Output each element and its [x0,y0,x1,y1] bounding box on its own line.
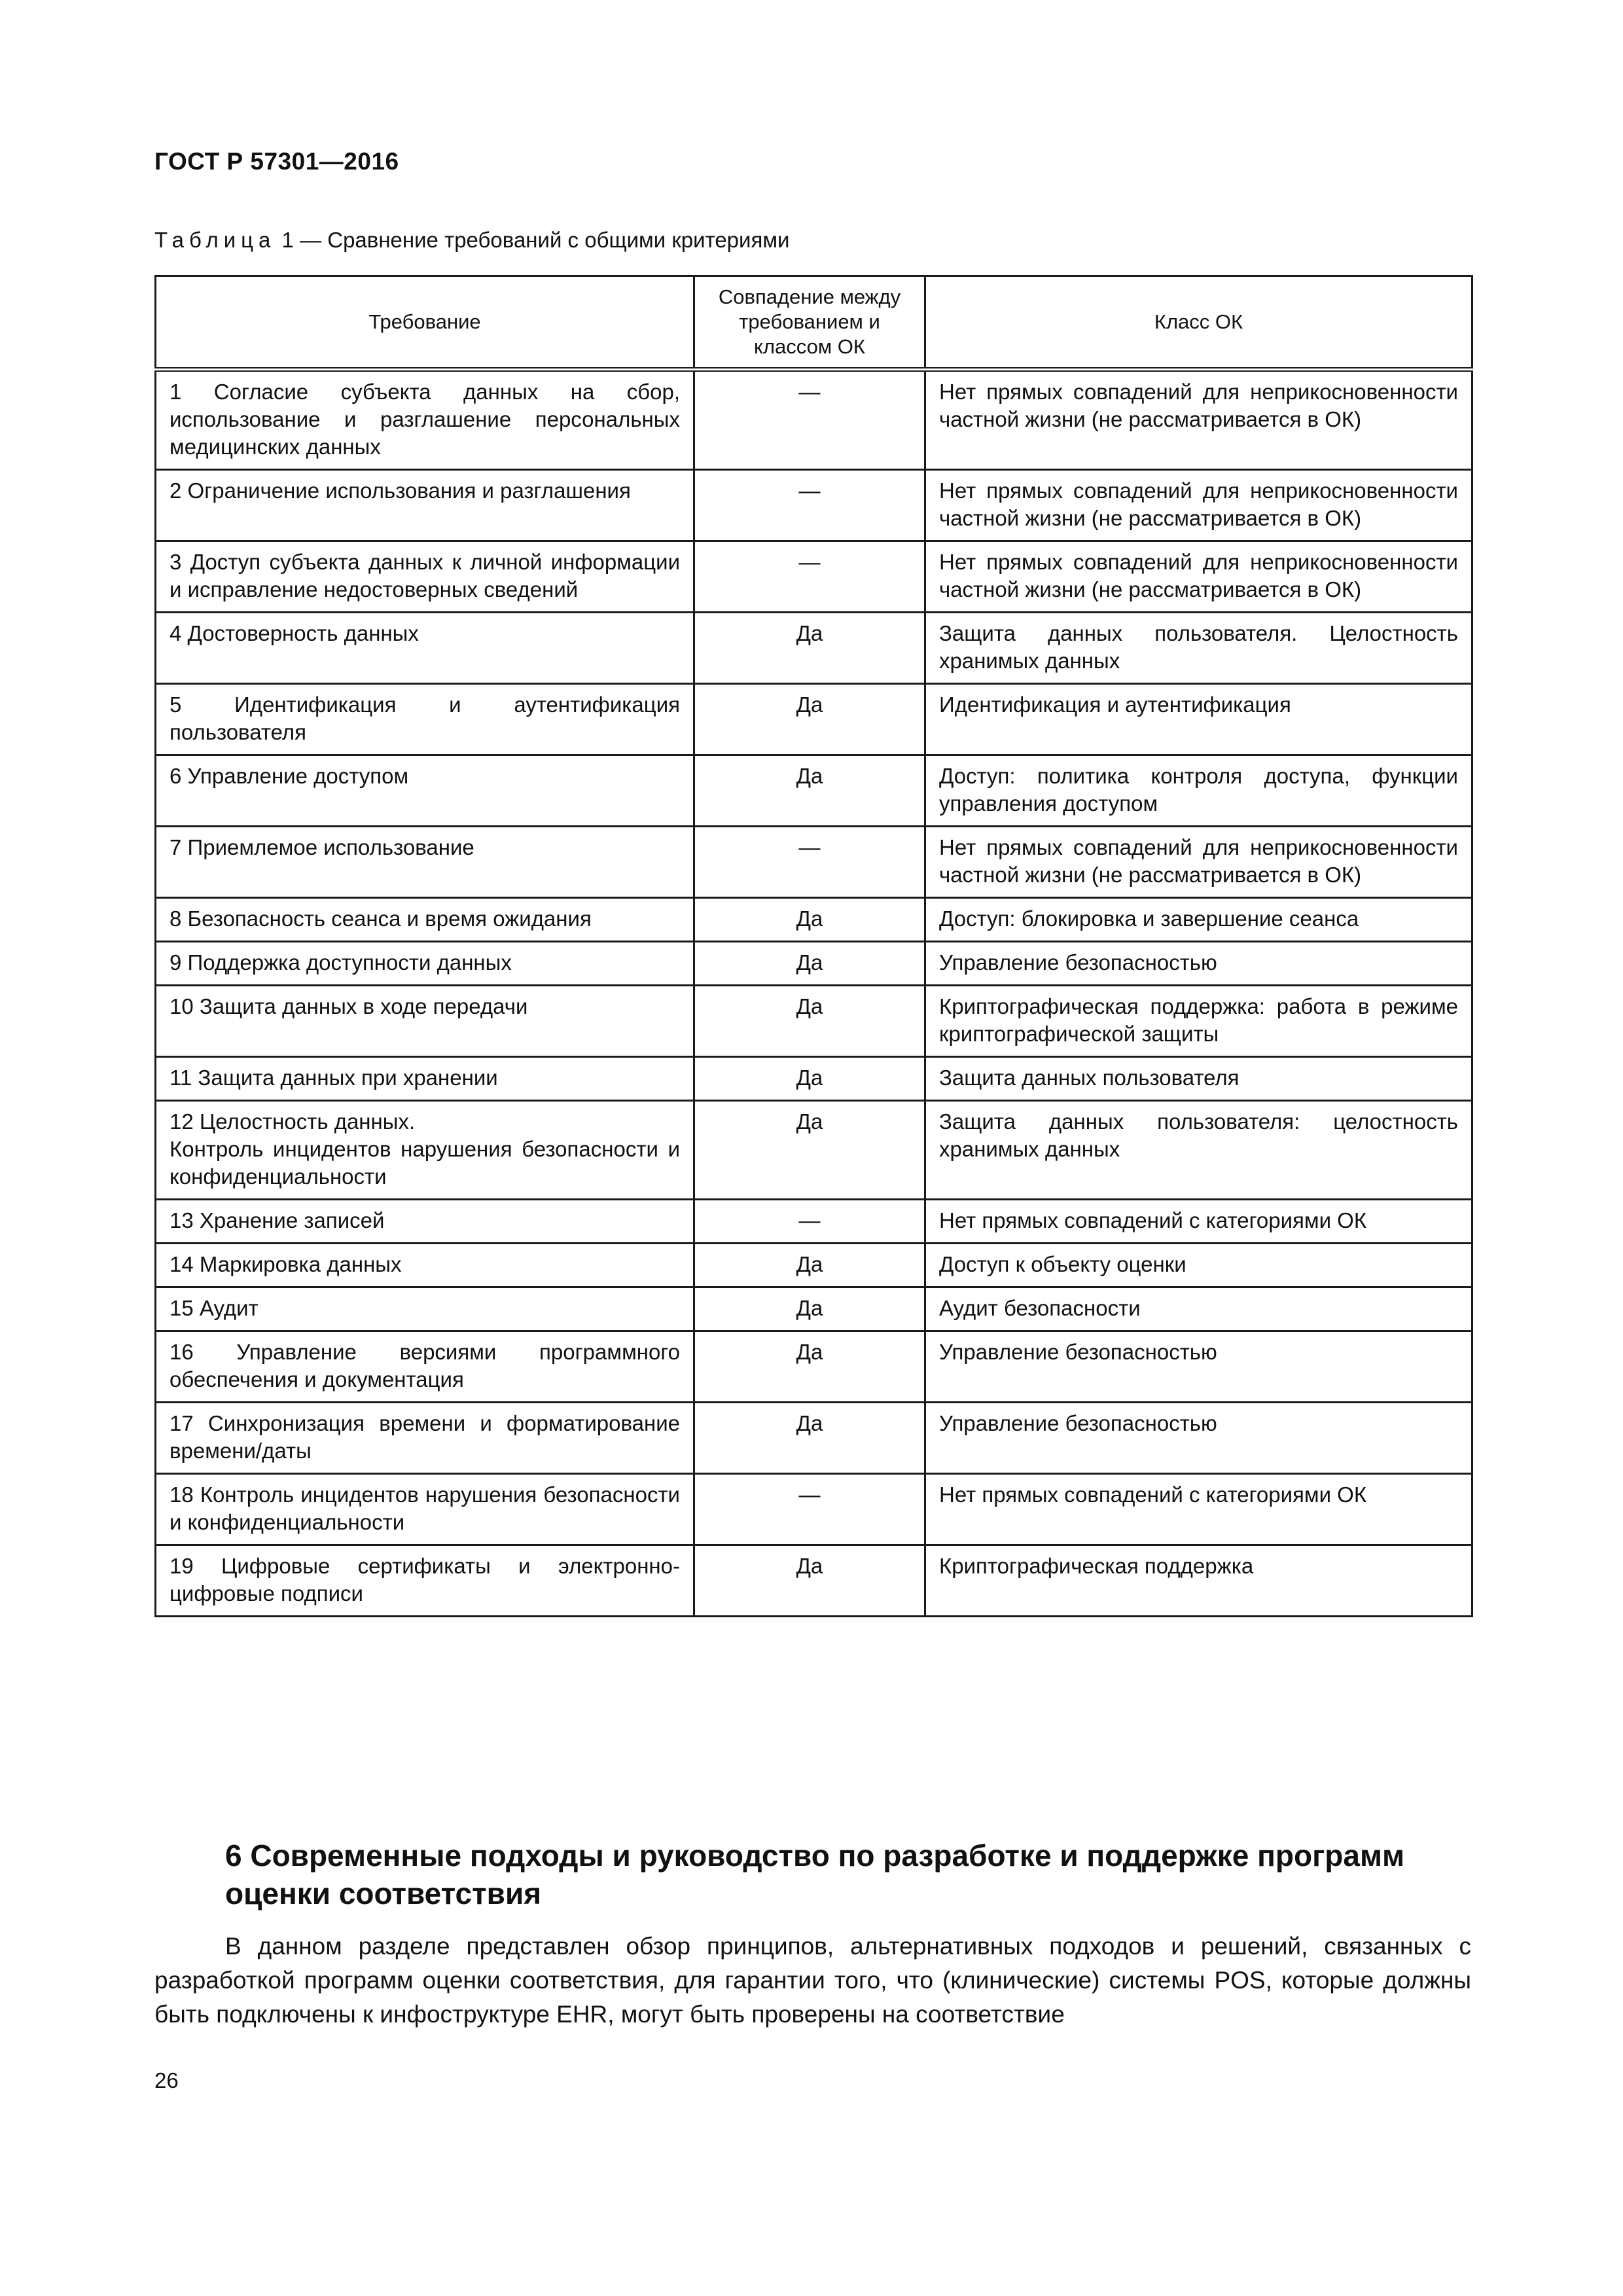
class-cell: Управление безопасностью [925,1331,1472,1403]
match-cell: — [694,470,925,541]
table-row [156,1331,1472,1403]
table-row [156,1200,1472,1244]
requirement-cell: 2 Ограничение использования и разглашения [156,470,694,541]
table-row [156,1101,1472,1200]
table-row [156,898,1472,942]
match-cell: Да [694,1244,925,1287]
table-row [156,1545,1472,1617]
requirement-cell: 16 Управление версиями программного обеспечения и документация [156,1331,694,1403]
match-cell: — [694,1474,925,1545]
class-cell: Доступ: политика контроля доступа, функции управления доступом [925,755,1472,827]
class-cell: Криптографическая поддержка: работа в режиме криптографической защиты [925,986,1472,1057]
table-row [156,942,1472,986]
requirement-cell: 15 Аудит [156,1287,694,1331]
match-cell: Да [694,942,925,986]
requirement-cell: 1 Согласие субъекта данных на сбор, использование и разглашение персональных медицинских данных [156,370,694,470]
table-caption [154,228,789,253]
class-cell: Криптографическая поддержка [925,1545,1472,1617]
document-header: ГОСТ Р 57301—2016 [154,148,399,175]
requirement-cell: 13 Хранение записей [156,1200,694,1244]
requirement-cell: 8 Безопасность сеанса и время ожидания [156,898,694,942]
match-cell: Да [694,755,925,827]
table-row [156,1474,1472,1545]
requirements-comparison-table [154,275,1473,1617]
class-cell: Нет прямых совпадений для неприкосновенности частной жизни (не рассматривается в ОК) [925,370,1472,470]
match-cell: Да [694,986,925,1057]
class-cell: Нет прямых совпадений с категориями ОК [925,1200,1472,1244]
class-cell: Защита данных пользователя: целостность хранимых данных [925,1101,1472,1200]
match-cell: — [694,541,925,613]
match-cell: Да [694,1331,925,1403]
table-row [156,370,1472,470]
match-cell: Да [694,1057,925,1101]
class-cell: Защита данных пользователя [925,1057,1472,1101]
match-cell: Да [694,898,925,942]
requirement-cell: 6 Управление доступом [156,755,694,827]
requirement-cell: 10 Защита данных в ходе передачи [156,986,694,1057]
requirement-cell: 4 Достоверность данных [156,613,694,684]
requirement-cell: 11 Защита данных при хранении [156,1057,694,1101]
match-cell: — [694,370,925,470]
table-caption-title: 1 — Сравнение требований с общими критериями [276,228,790,252]
table-row [156,1403,1472,1474]
table-row [156,1244,1472,1287]
table-header [156,276,1472,370]
section-heading: 6 Современные подходы и руководство по разработке и поддержке программ оценки соответствия [225,1839,1405,1910]
requirement-cell: 7 Приемлемое использование [156,827,694,898]
table-row [156,1057,1472,1101]
match-cell: — [694,1200,925,1244]
requirement-cell: 9 Поддержка доступности данных [156,942,694,986]
class-cell: Нет прямых совпадений для неприкосновенности частной жизни (не рассматривается в ОК) [925,470,1472,541]
class-cell: Доступ: блокировка и завершение сеанса [925,898,1472,942]
match-cell: Да [694,1101,925,1200]
requirement-cell: 12 Целостность данных. Контроль инцидентов нарушения безопасности и конфиденциальности [156,1101,694,1200]
table-header-row [156,276,1472,370]
class-cell: Аудит безопасности [925,1287,1472,1331]
match-cell: Да [694,1287,925,1331]
table-body [156,370,1472,1617]
table-row [156,755,1472,827]
class-cell: Доступ к объекту оценки [925,1244,1472,1287]
match-cell: Да [694,684,925,755]
table-caption-label: Таблица [154,228,276,252]
requirement-cell: 14 Маркировка данных [156,1244,694,1287]
requirement-cell: 3 Доступ субъекта данных к личной информации и исправление недостоверных сведений [156,541,694,613]
match-cell: Да [694,613,925,684]
table-row [156,613,1472,684]
match-cell: — [694,827,925,898]
requirement-cell: 19 Цифровые сертификаты и электронно-цифровые подписи [156,1545,694,1617]
requirement-cell: 18 Контроль инцидентов нарушения безопасности и конфиденциальности [156,1474,694,1545]
class-cell: Идентификация и аутентификация [925,684,1472,755]
table-row [156,470,1472,541]
class-cell: Нет прямых совпадений для неприкосновенности частной жизни (не рассматривается в ОК) [925,827,1472,898]
requirement-cell: 17 Синхронизация времени и форматирование времени/даты [156,1403,694,1474]
header-class: Класс ОК [925,276,1472,370]
table-row [156,684,1472,755]
section-paragraph: В данном разделе представлен обзор принципов, альтернативных подходов и решений, связанных с разработкой программ оценки соответствия, для гарантии того, что (клинические) системы POS, которые должны быть подключены к инфоструктуре EHR, могут быть проверены на соответствие [154,1933,1471,2028]
match-cell: Да [694,1545,925,1617]
class-cell: Защита данных пользователя. Целостность хранимых данных [925,613,1472,684]
header-match: Совпадение между требованием и классом ОК [694,276,925,370]
match-cell: Да [694,1403,925,1474]
header-requirement: Требование [156,276,694,370]
table-row [156,986,1472,1057]
class-cell: Управление безопасностью [925,942,1472,986]
requirement-cell: 5 Идентификация и аутентификация пользователя [156,684,694,755]
table-row [156,827,1472,898]
page-number: 26 [154,2068,179,2092]
class-cell: Управление безопасностью [925,1403,1472,1474]
class-cell: Нет прямых совпадений для неприкосновенности частной жизни (не рассматривается в ОК) [925,541,1472,613]
table-row [156,1287,1472,1331]
class-cell: Нет прямых совпадений с категориями ОК [925,1474,1472,1545]
table-row [156,541,1472,613]
